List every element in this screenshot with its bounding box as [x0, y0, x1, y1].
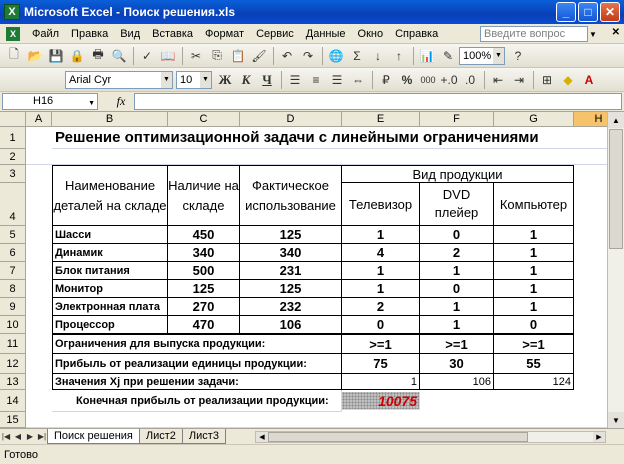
xj-dvd[interactable]: 106 [420, 374, 494, 390]
currency-icon[interactable]: ₽ [382, 72, 390, 87]
column-header-b[interactable]: B [52, 112, 168, 127]
part-pc-cell[interactable]: 1 [494, 298, 574, 316]
permission-icon[interactable]: 🔒 [69, 48, 85, 63]
row-header[interactable]: 14 [0, 390, 26, 412]
row-header[interactable]: 1 [0, 127, 26, 149]
part-name-cell[interactable]: Процессор [52, 316, 168, 334]
part-pc-cell[interactable]: 1 [494, 262, 574, 280]
help-search-input[interactable]: Введите вопрос [480, 26, 588, 42]
chevron-down-icon[interactable]: ▼ [200, 72, 211, 88]
header-stock[interactable]: Наличие на складе [168, 165, 240, 226]
profit-tv[interactable]: 75 [342, 354, 420, 374]
first-sheet-icon[interactable]: |◀ [1, 432, 11, 441]
row-header[interactable]: 15 [0, 412, 26, 428]
chevron-down-icon[interactable]: ▼ [161, 72, 172, 88]
part-actual-cell[interactable]: 232 [240, 298, 342, 316]
scroll-up-icon[interactable]: ▲ [608, 112, 624, 128]
constraint-dvd[interactable]: >=1 [420, 334, 494, 354]
final-profit-value[interactable]: 10075 [342, 392, 420, 410]
sheet-tab-list2[interactable]: Лист2 [139, 429, 183, 444]
horizontal-scroll-thumb[interactable] [268, 432, 528, 442]
scroll-left-icon[interactable]: ◀ [256, 432, 268, 442]
row-header[interactable]: 10 [0, 316, 26, 334]
column-header-a[interactable]: A [26, 112, 52, 127]
workbook-icon[interactable]: X [6, 27, 20, 41]
part-name-cell[interactable]: Блок питания [52, 262, 168, 280]
header-parts[interactable]: Наименование деталей на складе [52, 165, 168, 226]
profit-label[interactable]: Прибыль от реализации единицы продукции: [52, 354, 342, 374]
menu-data[interactable]: Данные [305, 27, 346, 40]
xj-label[interactable]: Значения Xj при решении задачи: [52, 374, 342, 390]
profit-dvd[interactable]: 30 [420, 354, 494, 374]
formula-input[interactable] [134, 93, 622, 110]
part-dvd-cell[interactable]: 0 [420, 226, 494, 244]
menu-file[interactable]: Файл [32, 27, 60, 40]
part-actual-cell[interactable]: 231 [240, 262, 342, 280]
empty-row[interactable] [26, 412, 624, 428]
part-stock-cell[interactable]: 470 [168, 316, 240, 334]
row-header[interactable]: 3 [0, 165, 26, 183]
part-actual-cell[interactable]: 340 [240, 244, 342, 262]
chevron-down-icon[interactable]: ▼ [493, 48, 504, 64]
part-actual-cell[interactable]: 125 [240, 226, 342, 244]
column-header-c[interactable]: C [168, 112, 240, 127]
part-stock-cell[interactable]: 125 [168, 280, 240, 298]
help-dropdown-icon[interactable]: ▼ [589, 29, 597, 39]
part-tv-cell[interactable]: 1 [342, 226, 420, 244]
horizontal-scrollbar[interactable] [255, 431, 606, 443]
align-center-icon[interactable]: ≡ [312, 72, 320, 87]
profit-pc[interactable]: 55 [494, 354, 574, 374]
chevron-down-icon[interactable]: ▼ [88, 100, 95, 107]
header-dvd[interactable]: DVD плейер [420, 183, 494, 226]
header-pc[interactable]: Компьютер [494, 183, 574, 226]
prev-sheet-icon[interactable]: ◀ [14, 432, 22, 441]
thousands-button[interactable]: 000 [420, 74, 436, 85]
part-dvd-cell[interactable]: 1 [420, 298, 494, 316]
zoom-select[interactable] [459, 47, 505, 65]
part-dvd-cell[interactable]: 1 [420, 316, 494, 334]
vertical-scrollbar[interactable] [607, 112, 624, 428]
menu-window[interactable]: Окно [357, 27, 384, 40]
minimize-button[interactable]: _ [556, 2, 576, 22]
part-name-cell[interactable]: Монитор [52, 280, 168, 298]
redo-icon[interactable]: ↷ [302, 48, 314, 63]
window-title: Microsoft Excel - Поиск решения.xls [24, 5, 236, 19]
part-name-cell[interactable]: Электронная плата [52, 298, 168, 316]
part-dvd-cell[interactable]: 1 [420, 262, 494, 280]
part-tv-cell[interactable]: 2 [342, 298, 420, 316]
close-button[interactable]: ✕ [600, 2, 620, 22]
autosum-icon[interactable]: Σ [353, 48, 361, 63]
part-pc-cell[interactable]: 1 [494, 244, 574, 262]
align-left-icon[interactable]: ☰ [289, 72, 301, 87]
drawing-icon[interactable]: ✎ [442, 48, 454, 63]
row-header[interactable]: 7 [0, 262, 26, 280]
menu-format[interactable]: Формат [205, 27, 245, 40]
formatting-toolbar [0, 68, 624, 92]
decrease-indent-icon[interactable]: ⇤ [492, 72, 504, 87]
part-tv-cell[interactable]: 4 [342, 244, 420, 262]
row-header[interactable]: 6 [0, 244, 26, 262]
part-pc-cell[interactable]: 0 [494, 316, 574, 334]
menu-insert[interactable]: Вставка [152, 27, 194, 40]
part-tv-cell[interactable]: 1 [342, 262, 420, 280]
menu-view[interactable]: Вид [120, 27, 141, 40]
part-name-cell[interactable]: Шасси [52, 226, 168, 244]
standard-toolbar [0, 44, 624, 68]
menu-bar [0, 24, 624, 44]
name-box-value: H16 [33, 95, 54, 107]
row-header[interactable]: 9 [0, 298, 26, 316]
status-text: Готово [4, 448, 38, 461]
hyperlink-icon[interactable]: 🌐 [328, 48, 344, 63]
row-header[interactable]: 11 [0, 334, 26, 354]
decrease-decimal-icon[interactable]: .0 [464, 72, 475, 87]
final-profit-label[interactable]: Конечная прибыль от реализации продукции: [52, 390, 342, 412]
select-all-corner[interactable] [0, 112, 26, 127]
column-header-d[interactable]: D [240, 112, 342, 127]
font-size-value: 10 [180, 73, 193, 86]
scroll-right-icon[interactable]: ▶ [593, 432, 605, 442]
merge-center-icon[interactable]: ⇔ [352, 72, 364, 87]
menu-edit[interactable]: Правка [71, 27, 109, 40]
menu-tools[interactable]: Сервис [256, 27, 294, 40]
sheet-tabs-bar [0, 428, 624, 444]
row-header[interactable]: 8 [0, 280, 26, 298]
undo-icon[interactable]: ↶ [281, 48, 293, 63]
header-tv[interactable]: Телевизор [342, 183, 420, 226]
font-size-select[interactable] [176, 71, 212, 89]
formula-bar [0, 92, 624, 112]
insert-function-button[interactable]: fx [116, 94, 126, 108]
font-name-value: Arial Cyr [69, 73, 112, 86]
constraint-pc[interactable]: >=1 [494, 334, 574, 354]
sheet-tab-list3[interactable]: Лист3 [182, 429, 226, 444]
toolbar-grip-icon [4, 70, 64, 90]
print-preview-icon[interactable]: 🔍 [111, 48, 127, 63]
increase-decimal-icon[interactable]: +.0 [440, 72, 458, 87]
header-product-type[interactable]: Вид продукции [342, 165, 574, 183]
constraint-tv[interactable]: >=1 [342, 334, 420, 354]
header-actual[interactable]: Фактическое использование [240, 165, 342, 226]
chart-wizard-icon[interactable]: 📊 [419, 48, 435, 63]
part-stock-cell[interactable]: 450 [168, 226, 240, 244]
part-dvd-cell[interactable]: 0 [420, 280, 494, 298]
menu-help[interactable]: Справка [395, 27, 439, 40]
part-stock-cell[interactable]: 270 [168, 298, 240, 316]
print-icon[interactable]: 🖶 [92, 47, 104, 61]
research-icon[interactable]: 📖 [160, 48, 176, 63]
excel-app-icon: X [4, 4, 20, 20]
column-header-h[interactable]: H [574, 112, 624, 127]
font-color-icon[interactable]: A [584, 72, 594, 87]
part-pc-cell[interactable]: 1 [494, 226, 574, 244]
column-header-e[interactable]: E [342, 112, 420, 127]
row-header[interactable]: 12 [0, 354, 26, 374]
part-pc-cell[interactable]: 1 [494, 280, 574, 298]
paste-icon[interactable]: 📋 [230, 48, 246, 63]
spelling-icon[interactable]: ✓ [141, 48, 153, 63]
sheet-tab-poisk-resheniya[interactable]: Поиск решения [47, 429, 140, 444]
part-tv-cell[interactable]: 1 [342, 280, 420, 298]
bold-button[interactable]: Ж [218, 71, 232, 87]
new-icon[interactable]: 🗋 [9, 47, 19, 61]
part-stock-cell[interactable]: 500 [168, 262, 240, 280]
zoom-value: 100% [463, 49, 492, 62]
part-actual-cell[interactable]: 125 [240, 280, 342, 298]
row-header[interactable]: 2 [0, 149, 26, 165]
row-header[interactable]: 13 [0, 374, 26, 390]
status-bar [0, 444, 624, 464]
xj-pc[interactable]: 124 [494, 374, 574, 390]
part-actual-cell[interactable]: 106 [240, 316, 342, 334]
italic-button[interactable]: К [241, 71, 251, 87]
xj-tv[interactable]: 1 [342, 374, 420, 390]
part-dvd-cell[interactable]: 2 [420, 244, 494, 262]
increase-indent-icon[interactable]: ⇥ [513, 72, 525, 87]
name-box[interactable] [2, 93, 98, 110]
next-sheet-icon[interactable]: ▶ [26, 432, 34, 441]
empty-row[interactable] [26, 149, 624, 165]
part-name-cell[interactable]: Динамик [52, 244, 168, 262]
workbook-close-icon[interactable]: ✕ [611, 27, 620, 38]
maximize-button[interactable]: □ [578, 2, 598, 22]
save-icon[interactable]: 💾 [48, 48, 64, 63]
format-painter-icon[interactable]: 🖌 [251, 48, 267, 63]
vertical-scroll-thumb[interactable] [609, 129, 623, 249]
column-header-g[interactable]: G [494, 112, 574, 127]
worksheet-grid[interactable] [0, 112, 624, 428]
open-icon[interactable]: 📂 [27, 48, 43, 63]
fill-color-icon[interactable]: ◆ [563, 72, 573, 87]
title-bar [0, 0, 624, 24]
part-tv-cell[interactable]: 0 [342, 316, 420, 334]
column-header-f[interactable]: F [420, 112, 494, 127]
cut-icon[interactable]: ✂ [190, 48, 202, 63]
help-icon[interactable]: ? [514, 48, 522, 63]
copy-icon[interactable]: ⎘ [212, 48, 222, 62]
constraints-label[interactable]: Ограничения для выпуска продукции: [52, 334, 342, 354]
scroll-down-icon[interactable]: ▼ [608, 412, 624, 428]
row-header[interactable]: 4 [0, 183, 26, 226]
align-right-icon[interactable]: ☰ [331, 72, 343, 87]
row-header[interactable]: 5 [0, 226, 26, 244]
font-name-select[interactable] [65, 71, 173, 89]
sort-desc-icon[interactable]: ↑ [396, 48, 402, 63]
percent-button[interactable]: % [401, 72, 413, 87]
borders-icon[interactable]: ⊞ [541, 72, 553, 87]
sort-asc-icon[interactable]: ↓ [375, 48, 381, 63]
sheet-title[interactable]: Решение оптимизационной задачи с линейными ограничениями [52, 127, 624, 149]
last-sheet-icon[interactable]: ▶| [37, 432, 47, 441]
underline-button[interactable]: Ч [262, 71, 272, 87]
part-stock-cell[interactable]: 340 [168, 244, 240, 262]
